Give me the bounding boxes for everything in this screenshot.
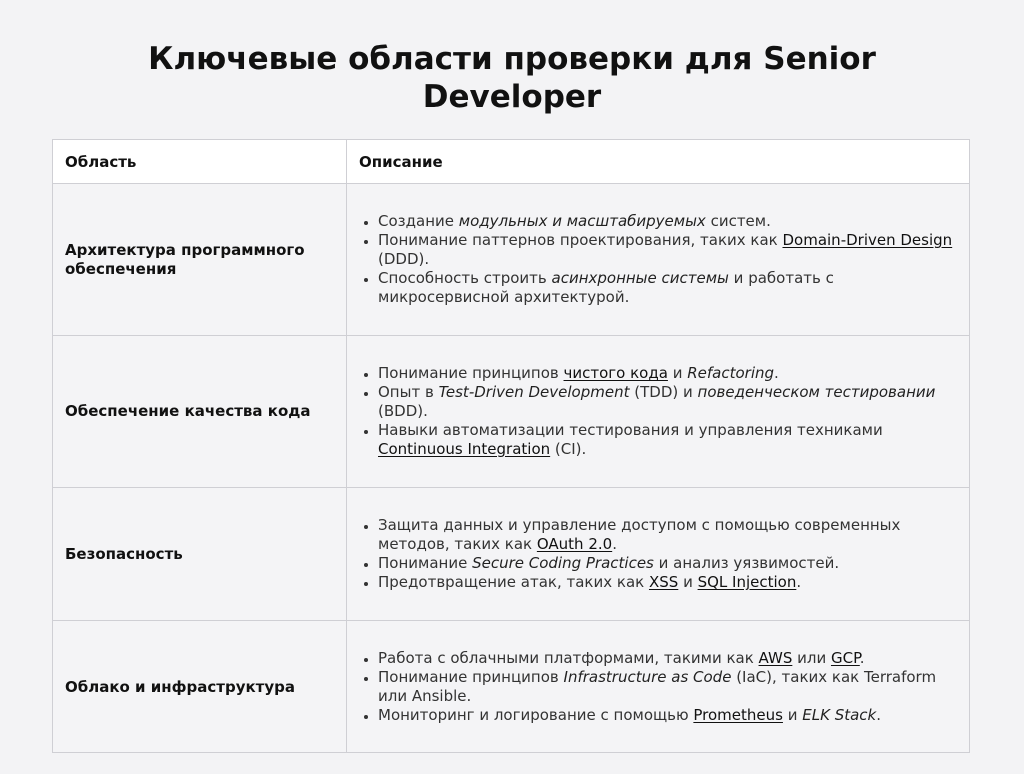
description-list — [359, 516, 957, 592]
term-link[interactable]: Prometheus — [693, 706, 783, 724]
area-cell — [53, 336, 347, 487]
description-text: . — [612, 535, 617, 553]
description-text: (TDD) и — [629, 383, 698, 401]
emphasized-term: асинхронные системы — [551, 269, 729, 287]
emphasized-term: ELK Stack — [802, 706, 877, 724]
description-item — [378, 573, 957, 592]
table-row — [53, 488, 969, 621]
term-link[interactable]: OAuth 2.0 — [536, 535, 613, 553]
description-item — [378, 706, 957, 725]
description-text: Мониторинг и логирование с помощью — [378, 706, 694, 724]
description-text: и работать с микросервисной архитектурой. — [378, 269, 834, 306]
description-text: (CI). — [550, 440, 587, 458]
area-label: Обеспечение качества кода — [65, 402, 311, 420]
area-label: Архитектура программного обеспечения — [65, 240, 305, 278]
description-text: систем. — [705, 212, 771, 230]
emphasized-term: модульных и масштабируемых — [458, 212, 706, 230]
description-text: и — [782, 706, 803, 724]
page-title: Ключевые области проверки для Senior Developer — [148, 41, 876, 115]
description-text: . — [876, 706, 881, 724]
table-header-row — [53, 140, 969, 184]
description-text: Работа с облачными платформами, такими как — [378, 649, 759, 667]
term-link[interactable]: чистого кода — [563, 364, 668, 382]
description-cell — [347, 621, 969, 753]
emphasized-term: Refactoring — [687, 364, 775, 382]
term-link[interactable]: GCP — [830, 649, 860, 667]
term-link[interactable]: Domain-Driven Design — [782, 231, 953, 249]
description-text: . — [774, 364, 779, 382]
description-text: Понимание принципов — [378, 364, 564, 382]
description-text: (DDD). — [378, 250, 430, 268]
description-text: Защита данных и управление доступом с помощью современных методов, таких как — [378, 516, 901, 553]
description-text: и — [678, 573, 698, 591]
description-text: и анализ уязвимостей. — [653, 554, 840, 572]
description-cell — [347, 184, 969, 335]
review-areas-table — [52, 139, 970, 753]
description-text: Создание — [378, 212, 459, 230]
emphasized-term: поведенческом тестировании — [697, 383, 936, 401]
table-row — [53, 621, 969, 753]
description-item — [378, 269, 957, 307]
description-item — [378, 212, 957, 231]
description-list — [359, 212, 957, 307]
description-text: Понимание — [378, 554, 473, 572]
description-item — [378, 554, 957, 573]
description-text: . — [796, 573, 802, 591]
description-text: Навыки автоматизации тестирования и управления техниками — [378, 421, 883, 439]
term-link[interactable]: XSS — [648, 573, 679, 591]
description-text: Понимание паттернов проектирования, таких как — [378, 231, 783, 249]
area-cell — [53, 488, 347, 620]
description-text: . — [859, 649, 865, 667]
description-list — [359, 649, 957, 725]
description-cell — [347, 336, 969, 487]
emphasized-term: Infrastructure as Code — [563, 668, 732, 686]
term-link[interactable]: AWS — [758, 649, 793, 667]
column-header-area: Область — [53, 140, 347, 183]
emphasized-term: Test-Driven Development — [438, 383, 630, 401]
description-text: (IaC), таких как Terraform или Ansible. — [378, 668, 937, 705]
description-text: или — [792, 649, 831, 667]
description-item — [378, 383, 957, 421]
description-item — [378, 231, 957, 269]
table-row — [53, 336, 969, 488]
area-label: Облако и инфраструктура — [65, 677, 296, 696]
description-item — [378, 421, 957, 459]
description-text: Способность строить — [378, 269, 552, 287]
area-label: Безопасность — [65, 544, 183, 563]
area-cell — [53, 621, 347, 753]
area-cell — [53, 184, 347, 335]
description-text: и — [667, 364, 688, 382]
description-text: Предотвращение атак, таких как — [378, 573, 649, 591]
description-text: Опыт в — [378, 383, 439, 401]
term-link[interactable]: Continuous Integration — [378, 440, 551, 458]
description-text: Понимание принципов — [378, 668, 564, 686]
description-text: (BDD). — [378, 402, 428, 420]
description-item — [378, 364, 957, 383]
description-item — [378, 516, 957, 554]
table-row — [53, 184, 969, 336]
description-list — [359, 364, 957, 459]
description-item — [378, 649, 957, 668]
term-link[interactable]: SQL Injection — [697, 573, 797, 591]
description-cell — [347, 488, 969, 620]
column-header-description: Описание — [359, 152, 443, 171]
emphasized-term: Secure Coding Practices — [472, 554, 654, 572]
description-item — [378, 668, 957, 706]
